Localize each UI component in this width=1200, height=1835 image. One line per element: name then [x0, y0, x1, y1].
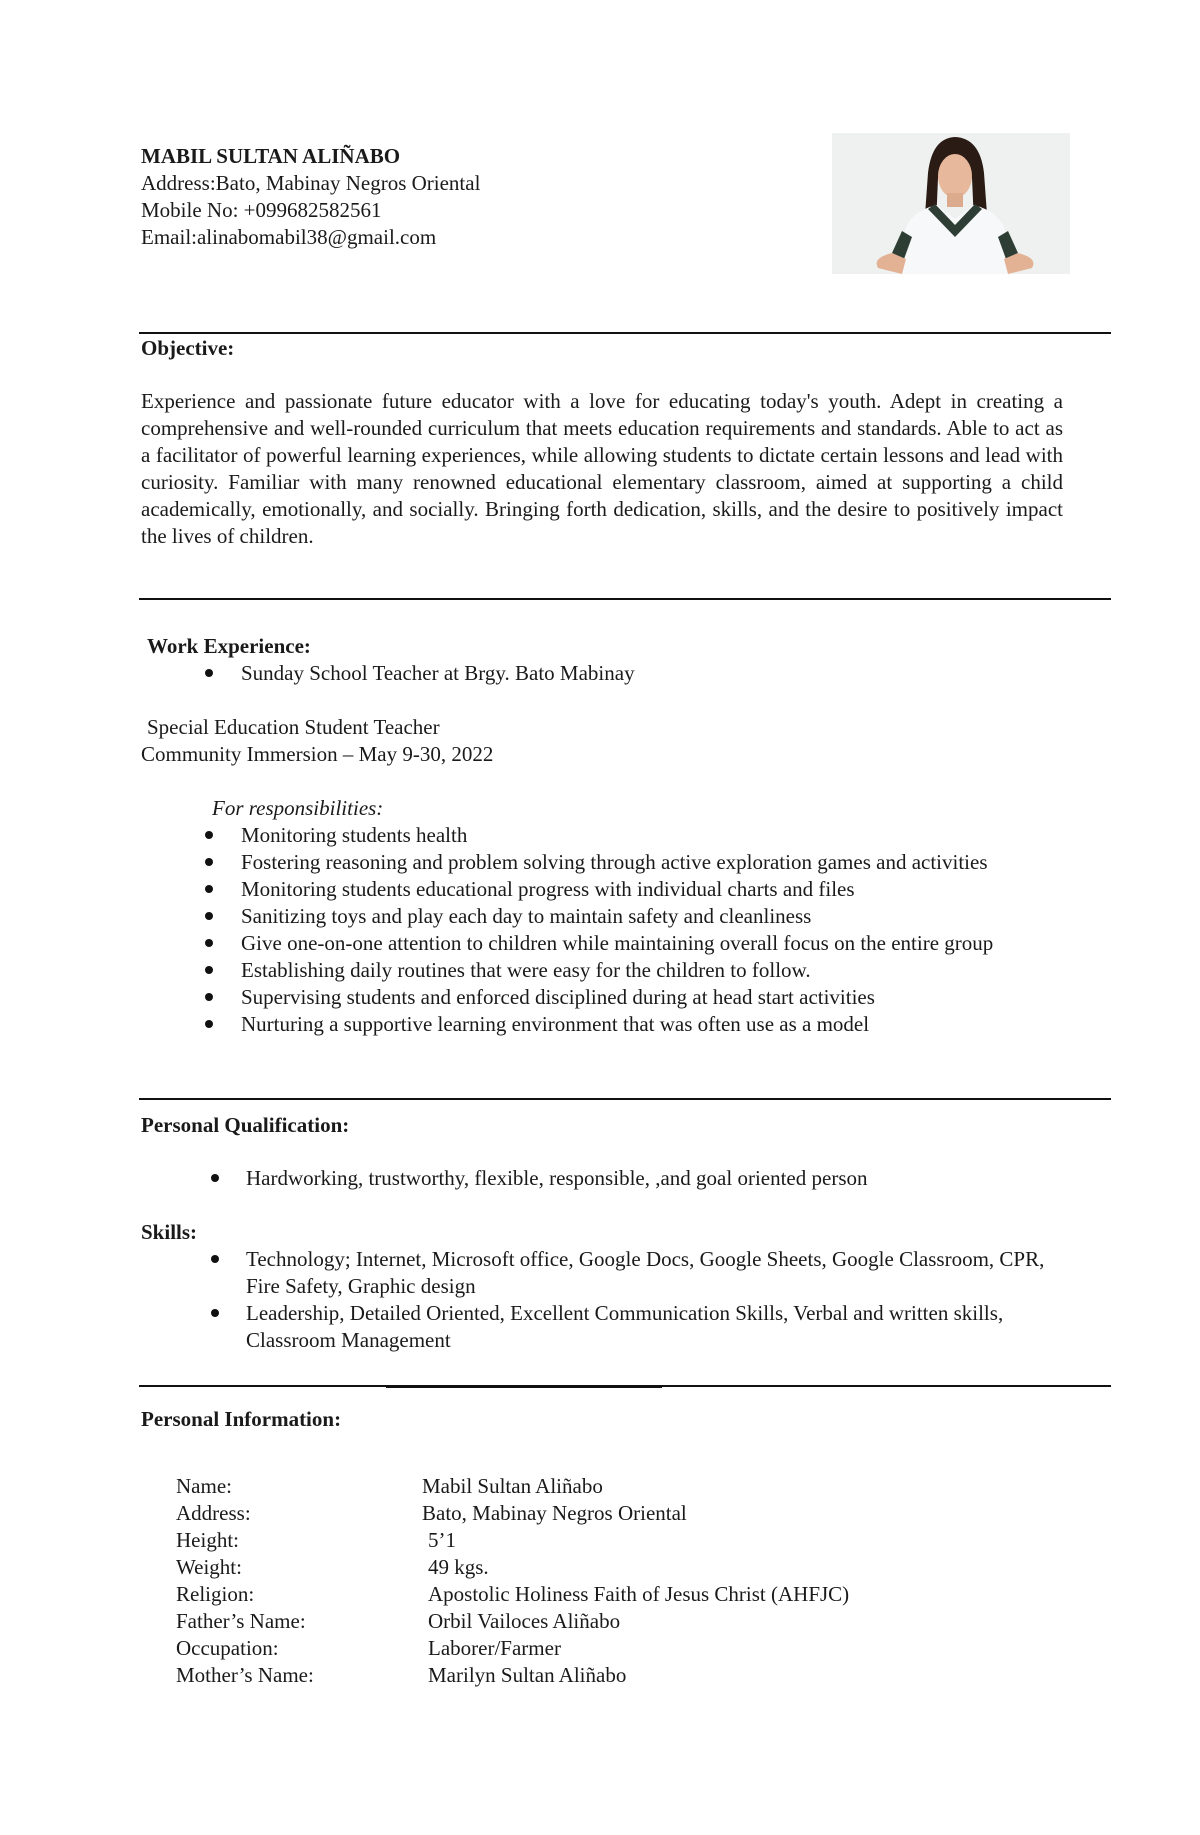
responsibilities-heading: For responsibilities: [212, 796, 384, 820]
personal-heading: Personal Information: [141, 1407, 342, 1431]
table-row: Mother’s Name: Marilyn Sultan Aliñabo [176, 1663, 627, 1687]
personal-info-table [176, 1473, 849, 1689]
divider-accent [386, 1385, 662, 1388]
skills-heading: Skills: [141, 1220, 198, 1244]
divider [139, 1098, 1111, 1100]
table-row: Address: Bato, Mabinay Negros Oriental [176, 1501, 687, 1525]
table-row: Religion: Apostolic Holiness Faith of Jesus Christ (AHFJC) [176, 1582, 850, 1606]
list-item: Establishing daily routines that were easy for the children to follow. [241, 957, 1063, 984]
list-item: Nurturing a supportive learning environment that was often use as a model [241, 1011, 1063, 1038]
list-item: Fostering reasoning and problem solving through active exploration games and activities [241, 849, 1063, 876]
responsibilities-list [241, 822, 1063, 1038]
list-item: Technology; Internet, Microsoft office, Google Docs, Google Sheets, Google Classroom, CPR, Fire Safety, Graphic design [246, 1246, 1046, 1300]
profile-photo [832, 133, 1070, 274]
qualification-list [246, 1165, 1066, 1192]
table-row: Weight: 49 kgs. [176, 1555, 489, 1579]
role-period: Community Immersion – May 9-30, 2022 [141, 742, 494, 766]
table-row: Father’s Name: Orbil Vailoces Aliñabo [176, 1609, 621, 1633]
list-item: Hardworking, trustworthy, flexible, responsible, ,and goal oriented person [246, 1165, 1066, 1192]
objective-text: Experience and passionate future educator with a love for educating today's youth. Adept in creating a comprehensive and well-rounded curriculum that meets education requirements and standards. Able to act as a facilitator of powerful learning experiences, while allowing students to dictate certain lessons and lead with curiosity. Familiar with many renowned educational elementary classroom, aimed at supporting a child academically, emotionally, and socially. Bringing forth dedication, skills, and the desire to positively impact the lives of children. [141, 389, 1063, 548]
list-item: Monitoring students health [241, 822, 1063, 849]
work-list [241, 660, 1063, 687]
skills-list [246, 1246, 1046, 1354]
divider [139, 598, 1111, 600]
table-row: Occupation: Laborer/Farmer [176, 1636, 561, 1660]
list-item: Supervising students and enforced disciplined during at head start activities [241, 984, 1063, 1011]
list-item: Sanitizing toys and play each day to maintain safety and cleanliness [241, 903, 1063, 930]
role-title: Special Education Student Teacher [147, 715, 440, 739]
objective-heading: Objective: [141, 336, 235, 360]
work-heading: Work Experience: [147, 634, 311, 658]
list-item: Sunday School Teacher at Brgy. Bato Mabinay [241, 660, 1063, 687]
divider [139, 332, 1111, 334]
table-row: Height: 5’1 [176, 1528, 456, 1552]
list-item: Leadership, Detailed Oriented, Excellent Communication Skills, Verbal and written skills, Classroom Management [246, 1300, 1046, 1354]
list-item: Monitoring students educational progress with individual charts and files [241, 876, 1063, 903]
applicant-name: MABIL SULTAN ALIÑABO [141, 144, 401, 168]
qualification-heading: Personal Qualification: [141, 1113, 350, 1137]
table-row: Name: Mabil Sultan Aliñabo [176, 1474, 603, 1498]
mobile-line: Mobile No: +099682582561 [141, 198, 382, 222]
list-item: Give one-on-one attention to children while maintaining overall focus on the entire group [241, 930, 1063, 957]
address-line: Address:Bato, Mabinay Negros Oriental [141, 171, 481, 195]
email-line: Email:alinabomabil38@gmail.com [141, 225, 437, 249]
